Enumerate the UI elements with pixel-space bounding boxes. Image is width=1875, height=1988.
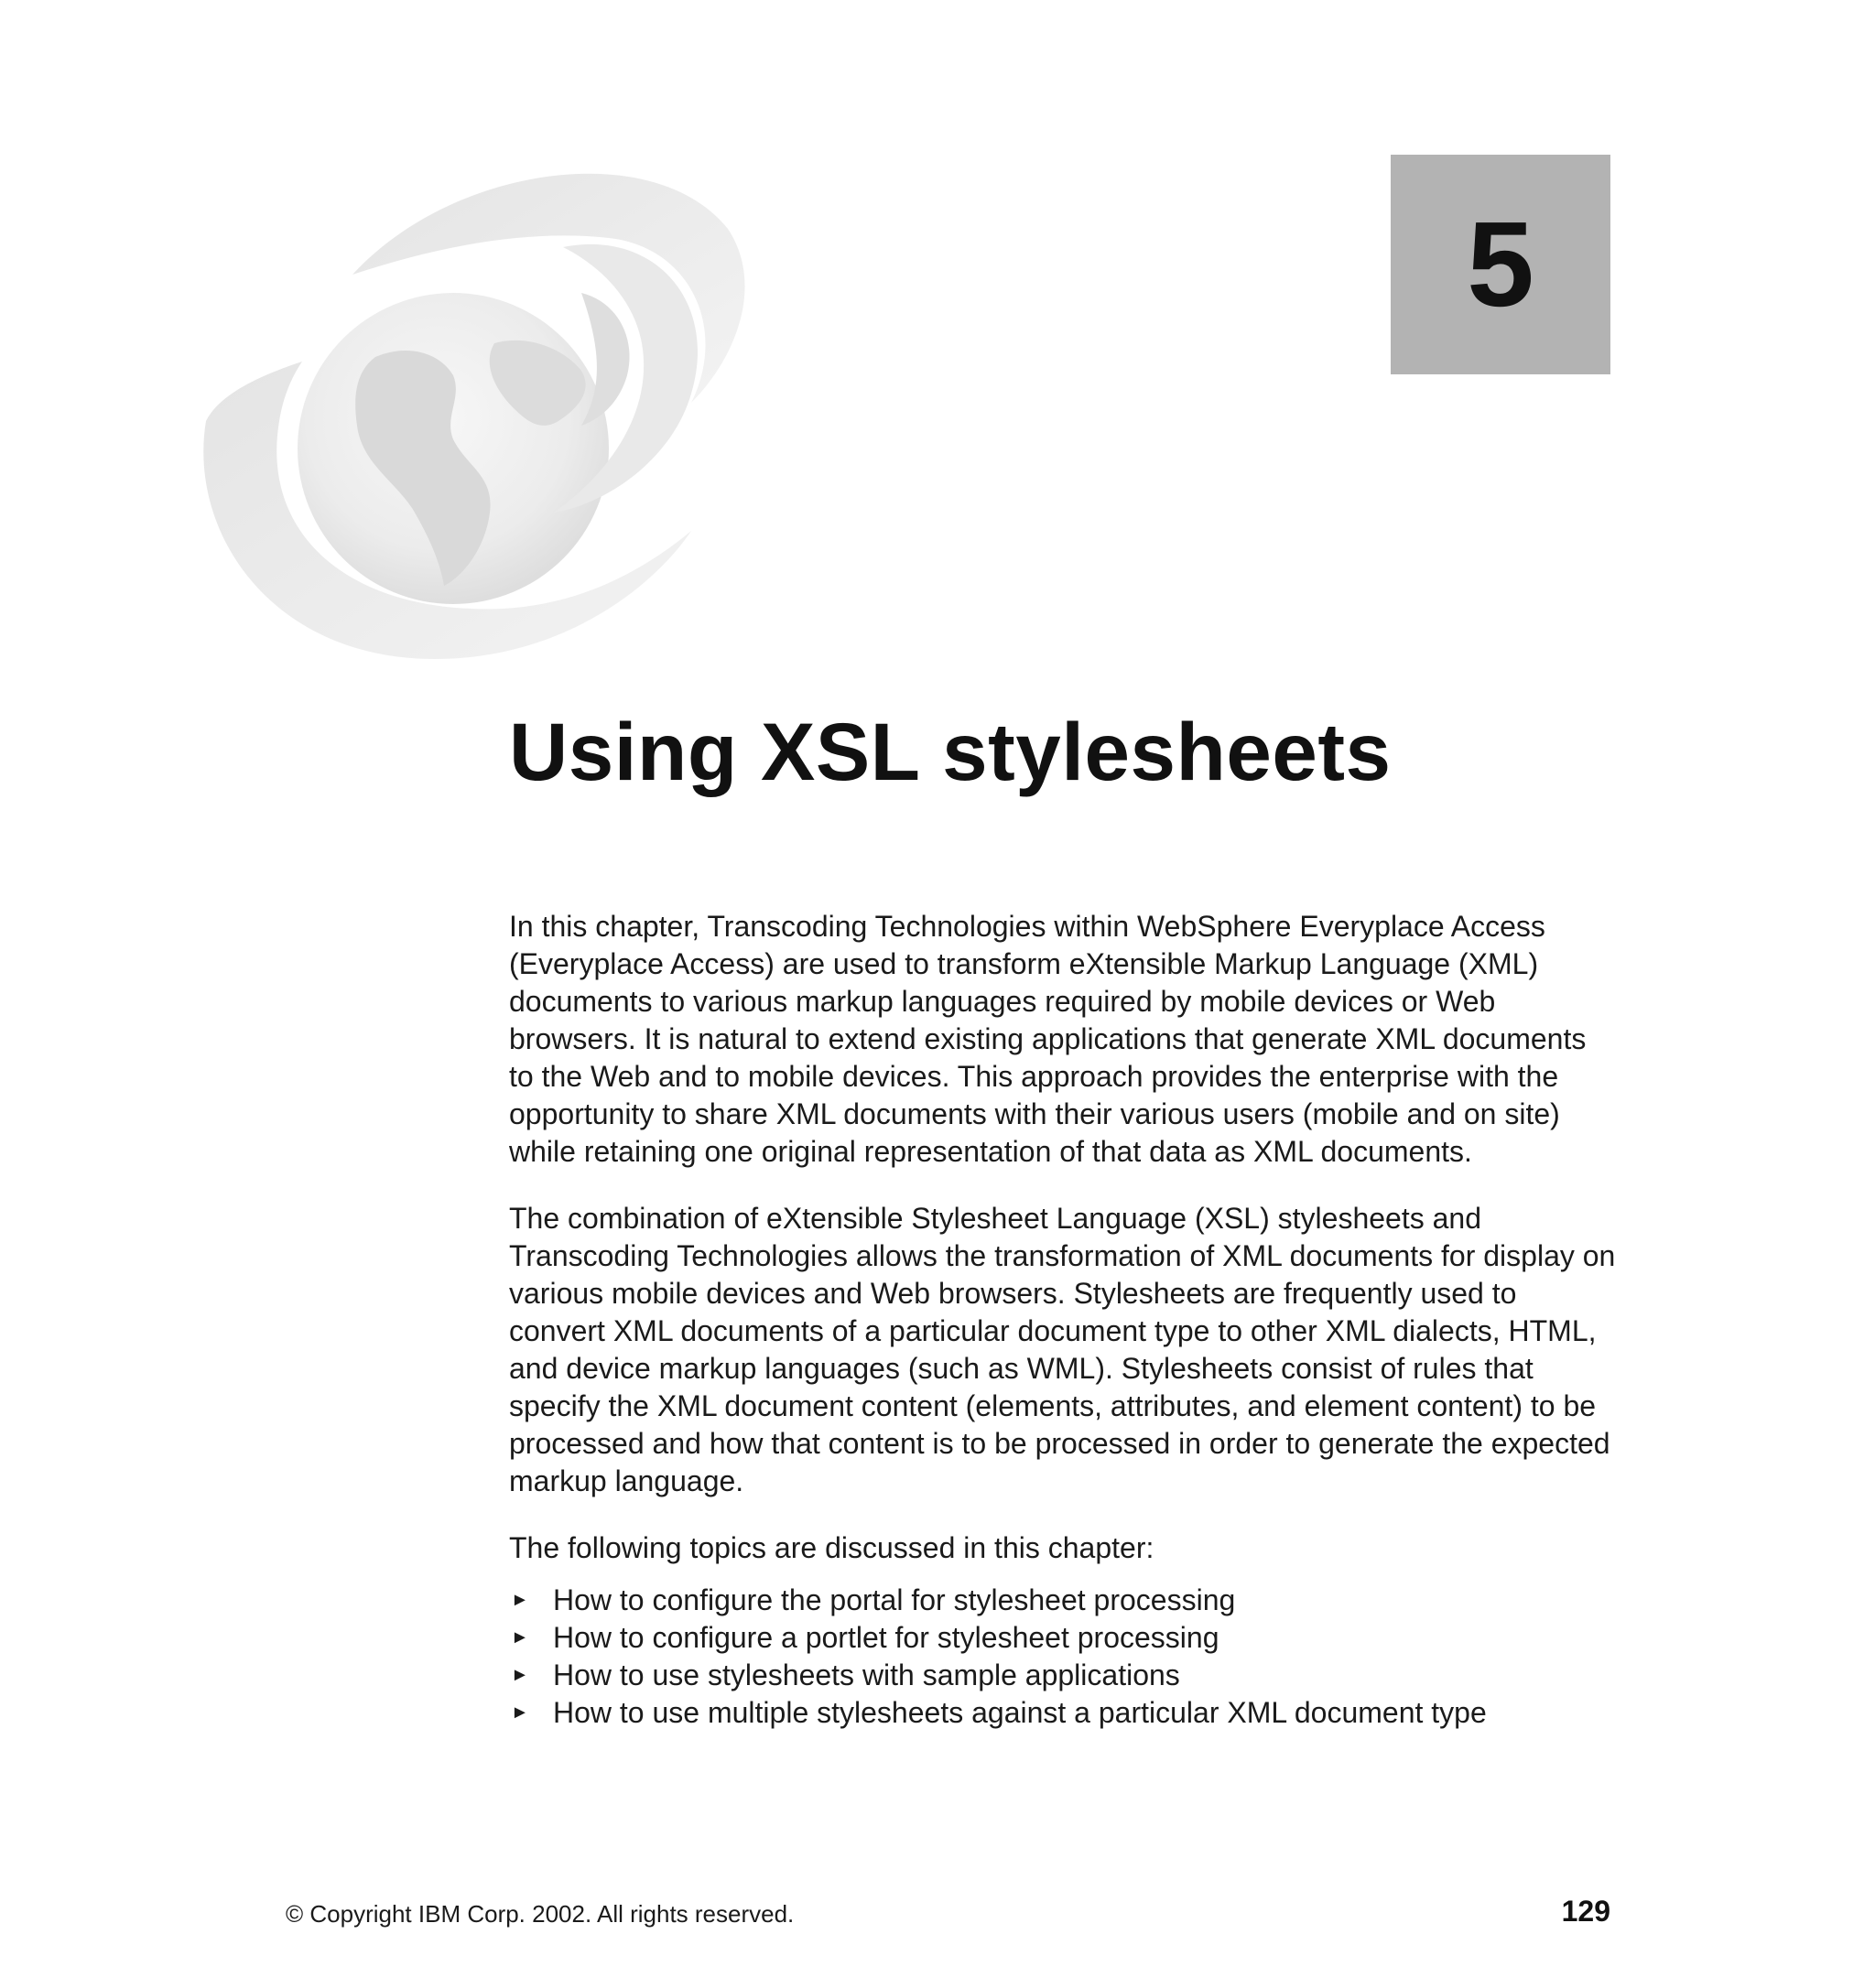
globe-swirl-icon bbox=[179, 146, 874, 686]
chapter-body bbox=[509, 908, 1617, 1732]
xsl-paragraph: The combination of eXtensible Stylesheet Language (XSL) stylesheets and Transcoding Technologies allows the transformation of XML documents for display on various mobile devices and Web browsers. Stylesheets are frequently used to convert XML documents of a particular document type to other XML dialects, HTML, and device markup languages (such as WML). Stylesheets consist of rules that specify the XML document content (elements, attributes, and element content) to be processed and how that content is to be processed in order to generate the expected markup language. bbox=[509, 1202, 1616, 1497]
chapter-title: Using XSL stylesheets bbox=[509, 706, 1392, 797]
intro-paragraph: In this chapter, Transcoding Technologies within WebSphere Everyplace Access (Everyplace Access) are used to transform eXtensible Markup Language (XML) documents to various markup languages required by mobile devices or Web browsers. It is natural to extend existing applications that generate XML documents to the Web and to mobile devices. This approach provides the enterprise with the opportunity to share XML documents with their various users (mobile and on site) while retaining one original representation of that data as XML documents. bbox=[509, 910, 1587, 1168]
list-item bbox=[509, 1694, 1617, 1732]
list-item bbox=[509, 1582, 1617, 1619]
list-item-text: How to use stylesheets with sample applications bbox=[553, 1658, 1180, 1691]
topics-intro: The following topics are discussed in this chapter: bbox=[509, 1531, 1154, 1564]
page-number: 129 bbox=[1561, 1895, 1610, 1928]
bullet-arrow-icon: ► bbox=[511, 1590, 529, 1610]
list-item bbox=[509, 1619, 1617, 1657]
footer-copyright: © Copyright IBM Corp. 2002. All rights reserved. bbox=[286, 1900, 795, 1928]
chapter-number-box bbox=[1391, 155, 1610, 374]
bullet-arrow-icon: ► bbox=[511, 1665, 529, 1685]
bullet-arrow-icon: ► bbox=[511, 1627, 529, 1648]
chapter-number: 5 bbox=[1467, 197, 1534, 331]
list-item-text: How to configure the portal for stylesheet processing bbox=[553, 1583, 1236, 1616]
bullet-arrow-icon: ► bbox=[511, 1702, 529, 1723]
list-item-text: How to configure a portlet for stylesheet processing bbox=[553, 1621, 1219, 1654]
list-item-text: How to use multiple stylesheets against a particular XML document type bbox=[553, 1696, 1487, 1729]
topic-list bbox=[509, 1582, 1617, 1732]
list-item bbox=[509, 1657, 1617, 1694]
